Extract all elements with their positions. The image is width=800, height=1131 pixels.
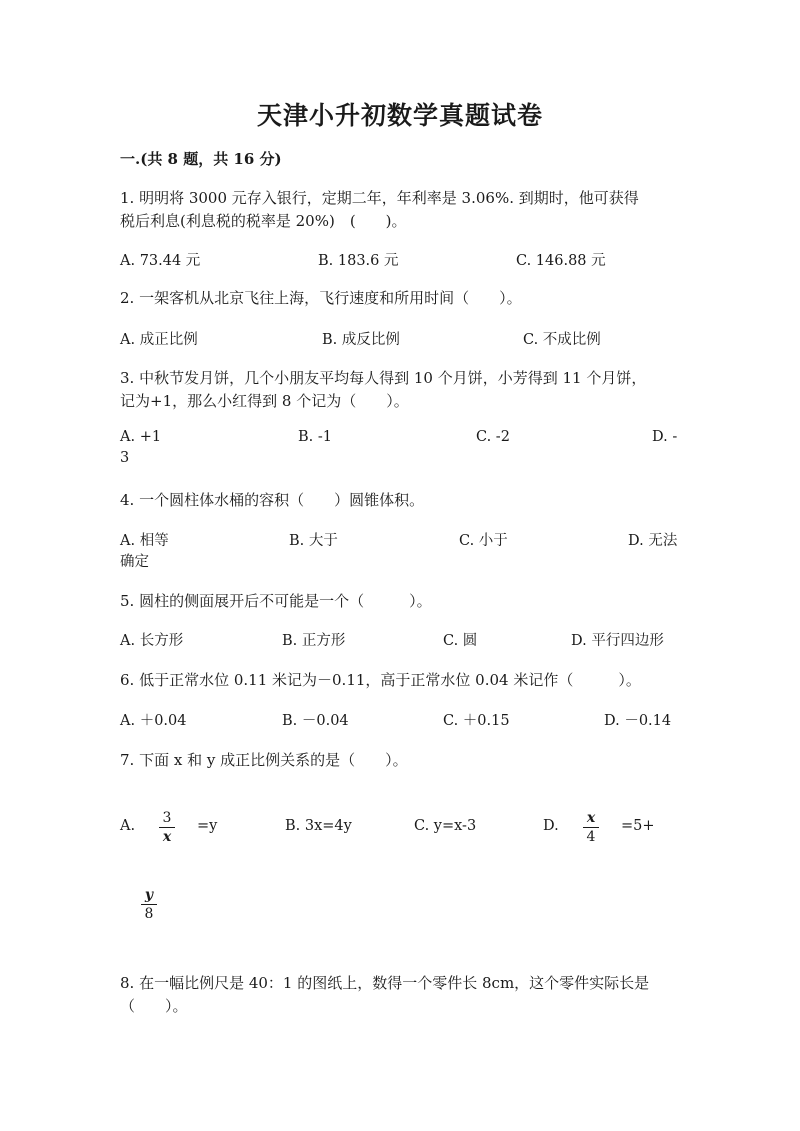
question-4-option-b[interactable]: B. 大于 (289, 533, 338, 549)
question-2-option-b[interactable]: B. 成反比例 (322, 332, 400, 348)
fraction-denominator: 4 (586, 829, 596, 845)
section-heading: 一.(共 8 题，共 16 分) (120, 150, 282, 168)
question-7-option-a[interactable]: A. (120, 818, 136, 834)
question-7-option-d-rhs: =5+ (621, 818, 655, 834)
fraction-denominator: 8 (144, 906, 154, 922)
question-6-option-a[interactable]: A. ＋0.04 (120, 713, 187, 729)
question-6-option-c[interactable]: C. ＋0.15 (443, 713, 510, 729)
question-8-line-2: （ ）。 (120, 997, 188, 1015)
question-7-option-c[interactable]: C. y=x-3 (414, 818, 477, 834)
question-5-option-d[interactable]: D. 平行四边形 (571, 633, 664, 649)
question-7-option-d[interactable]: D. (543, 818, 559, 834)
question-3-line-2: 记为+1，那么小红得到 8 个记为（ ）。 (120, 392, 409, 410)
question-1-line-1: 1. 明明将 3000 元存入银行，定期二年，年利率是 3.06%. 到期时，他可获得 (120, 189, 639, 207)
question-8-line-1: 8. 在一幅比例尺是 40：1 的图纸上，数得一个零件长 8cm，这个零件实际长是 (120, 974, 650, 992)
fraction-numerator: 3 (162, 810, 172, 826)
question-6-option-d[interactable]: D. －0.14 (604, 713, 672, 729)
question-4-line-1: 4. 一个圆柱体水桶的容积（ ）圆锥体积。 (120, 491, 425, 509)
fraction-bar (141, 904, 157, 905)
question-4-option-a[interactable]: A. 相等 (120, 533, 169, 549)
question-5-option-a[interactable]: A. 长方形 (120, 633, 184, 649)
fraction-denominator: x (162, 829, 172, 845)
question-4-option-d[interactable]: D. 无法 (628, 533, 678, 549)
page-title: 天津小升初数学真题试卷 (256, 101, 543, 130)
fraction-x-over-4 (583, 810, 599, 845)
question-7-line-1: 7. 下面 x 和 y 成正比例关系的是（ ）。 (120, 751, 408, 769)
question-7-option-a-rhs: =y (197, 818, 218, 834)
question-4-option-d-wrap: 确定 (120, 554, 149, 570)
fraction-y-over-8 (141, 887, 157, 922)
question-3-option-d-wrap: 3 (120, 450, 130, 466)
fraction-numerator: x (586, 810, 596, 826)
question-3-line-1: 3. 中秋节发月饼，几个小朋友平均每人得到 10 个月饼，小芳得到 11 个月饼， (120, 369, 647, 387)
question-3-option-c[interactable]: C. -2 (476, 429, 510, 445)
question-1-option-c[interactable]: C. 146.88 元 (516, 253, 606, 269)
question-2-option-c[interactable]: C. 不成比例 (523, 332, 601, 348)
question-1-option-a[interactable]: A. 73.44 元 (120, 253, 201, 269)
question-7-option-b[interactable]: B. 3x=4y (285, 818, 352, 834)
question-2-option-a[interactable]: A. 成正比例 (120, 332, 198, 348)
question-1-option-b[interactable]: B. 183.6 元 (318, 253, 399, 269)
question-3-option-a[interactable]: A. +1 (120, 429, 162, 445)
fraction-numerator: y (144, 887, 154, 903)
question-1-line-2: 税后利息(利息税的税率是 20%) ( )。 (120, 212, 407, 230)
question-6-option-b[interactable]: B. －0.04 (282, 713, 349, 729)
fraction-bar (159, 827, 175, 828)
question-5-line-1: 5. 圆柱的侧面展开后不可能是一个（ ）。 (120, 592, 432, 610)
fraction-bar (583, 827, 599, 828)
question-5-option-b[interactable]: B. 正方形 (282, 633, 346, 649)
question-3-option-b[interactable]: B. -1 (298, 429, 332, 445)
question-2-line-1: 2. 一架客机从北京飞往上海，飞行速度和所用时间（ ）。 (120, 289, 522, 307)
question-4-option-c[interactable]: C. 小于 (459, 533, 508, 549)
question-3-option-d[interactable]: D. - (652, 429, 678, 445)
question-5-option-c[interactable]: C. 圆 (443, 633, 478, 649)
fraction-3-over-x (159, 810, 175, 845)
question-6-line-1: 6. 低于正常水位 0.11 米记为－0.11，高于正常水位 0.04 米记作（ ）。 (120, 671, 641, 689)
